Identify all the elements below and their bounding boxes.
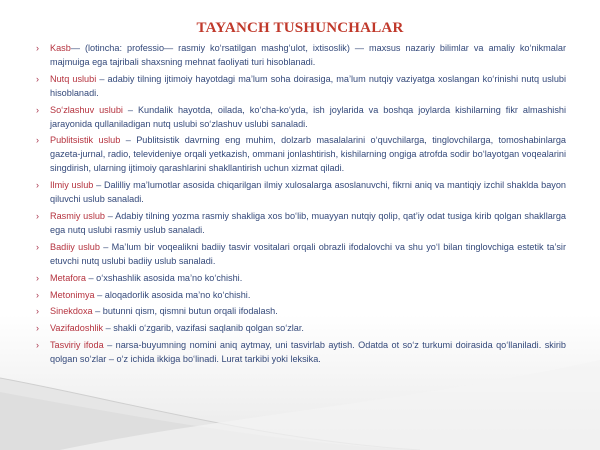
slide-title: TAYANCH TUSHUNCHALAR [196, 20, 404, 36]
item-text: — (lotincha: professio— rasmiy ko‘rsatilgan mashg‘ulot, ixtisoslik) — maxsus nazariy bilimlar va amaliy ko‘nikmalar majmuiga ega tajribali shaxsning mehnat faoliyati turi hisoblanadi. [50, 43, 566, 67]
list-item [34, 179, 566, 207]
list-item [34, 73, 566, 101]
bullet-icon: › [36, 43, 39, 53]
bullet-icon: › [36, 272, 39, 283]
bullet-icon: › [36, 323, 39, 334]
item-term: Publitsistik uslub [50, 135, 121, 146]
list-item [34, 241, 566, 269]
list-item [34, 305, 566, 319]
item-text: – Kundalik hayotda, oilada, ko‘cha-ko‘yda, ish joylarida va boshqa joylarda kishilarning fikr almashishi jarayonida qullaniladigan nutq uslubi so‘zlashuv uslubi sanaladi. [50, 104, 566, 129]
item-term: Metonimya [50, 289, 95, 300]
item-term: Tasviriy ifoda [50, 340, 104, 351]
item-text: – Adabiy tilning yozma rasmiy shakliga xos bo‘lib, muayyan nutqiy qolip, qat’iy odat tusiga kirib qolgan shakllarga ega nutq uslubi rasmiy uslub sanaladi. [50, 210, 566, 235]
item-term: Kasb [50, 43, 71, 53]
item-text: – shakli o‘zgarib, vazifasi saqlanib qolgan so‘zlar. [103, 323, 304, 334]
list-item [34, 322, 566, 336]
list-item [34, 339, 566, 367]
list-item [34, 210, 566, 238]
item-text: – Ma’lum bir voqealikni badiiy tasvir vositalari orqali obrazli ifodalovchi va shu yo‘l bilan tinglovchiga estetik ta’sir etuvchi nutq uslubi badiiy uslub sanaladi. [50, 241, 566, 266]
bullet-icon: › [36, 180, 39, 191]
item-term: Vazifadoshlik [50, 323, 104, 334]
bullet-icon: › [36, 241, 39, 252]
item-text: – Dalilliy ma’lumotlar asosida chiqarilgan ilmiy xulosalarga asoslanuvchi, fikrni aniq va mantiqiy izchil shaklda bayon qiluvchi uslub sanaladi. [50, 180, 566, 205]
swoosh-shape-right [60, 360, 600, 450]
item-term: Nutq uslubi [50, 73, 97, 84]
item-text: – adabiy tilning ijtimoiy hayotdagi ma’lum soha doirasiga, ma’lum nutqiy vaziyatga xoslangan ko‘rinishi nutq uslubi hisoblanadi. [50, 73, 566, 98]
item-term: Sinekdoxa [50, 306, 93, 317]
definitions-list [34, 42, 566, 370]
item-term: Metafora [50, 272, 87, 283]
item-term: Ilmiy uslub [50, 180, 94, 191]
bullet-icon: › [36, 340, 39, 351]
bullet-icon: › [36, 210, 39, 221]
item-text: – Publitsistik davrning eng muhim, dolzarb masalalarini o‘quvchilarga, tinglovchilarga, tomoshabinlarga gazeta-jurnal, radio, televideniye orqali yetkazish, ommani jonlashtirish, kishilarning ongiga atrofda sodir bo‘layotgan voqealarini singdirish, ularning ijtimoiy qarashlarini shakllantirish uchun xizmat qiladi. [50, 135, 566, 174]
item-term: Badiiy uslub [50, 241, 100, 252]
bullet-icon: › [36, 73, 39, 84]
list-item [34, 104, 566, 132]
item-term: Rasmiy uslub [50, 210, 106, 221]
list-item [34, 289, 566, 303]
bullet-icon: › [36, 135, 39, 146]
item-text: – o‘xshashlik asosida ma’no ko‘chishi. [86, 272, 243, 283]
bullet-icon: › [36, 289, 39, 300]
item-term: So‘zlashuv uslubi [50, 104, 123, 115]
bullet-icon: › [36, 104, 39, 115]
item-text: – narsa-buyumning nomini aniq aytmay, uni tasvirlab aytish. Odatda ot so‘z turkumi doirasida qo‘llaniladi. skirib qolgan so‘zlar – o‘z ichida ikkiga bo‘linadi. Lurat tarkibi yoki leksika. [50, 340, 566, 365]
item-text: – butunni qism, qismni butun orqali ifodalash. [92, 306, 278, 317]
bullet-icon: › [36, 306, 39, 317]
list-item [34, 134, 566, 176]
item-text: – aloqadorlik asosida ma’no ko‘chishi. [94, 289, 251, 300]
list-item [34, 42, 566, 70]
list-item [34, 272, 566, 286]
